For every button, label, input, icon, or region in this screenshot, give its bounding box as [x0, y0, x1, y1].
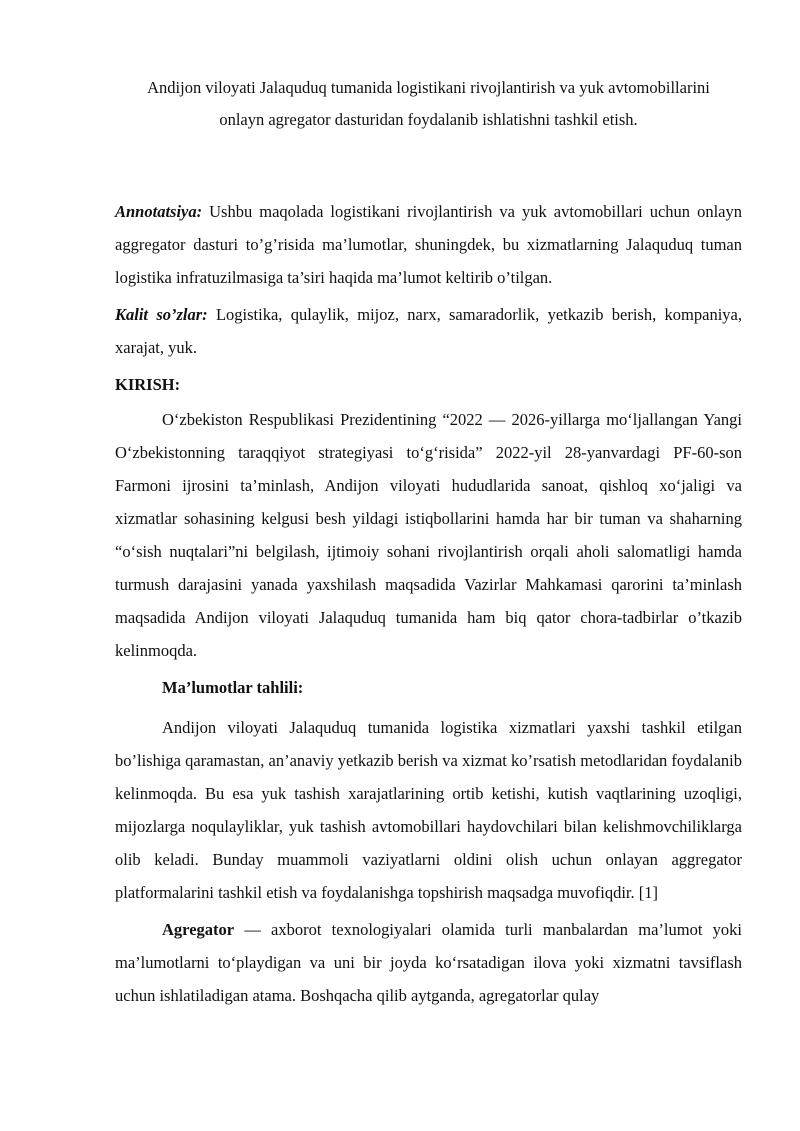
analysis-heading: Ma’lumotlar tahlili:: [162, 678, 304, 697]
annotation-paragraph: [115, 195, 742, 294]
document-title: Andijon viloyati Jalaquduq tumanida logistikani rivojlantirish va yuk avtomobillarini onlayn agregator dasturidan foydalanib ishlatishni tashkil etish.: [147, 78, 710, 129]
document-page: [115, 72, 742, 1016]
annotation-label: Annotatsiya:: [115, 202, 203, 221]
keywords-paragraph: [115, 298, 742, 364]
analysis-paragraph: Andijon viloyati Jalaquduq tumanida logistika xizmatlari yaxshi tashkil etilgan bo’lishiga qaramastan, an’anaviy yetkazib berish va xizmat ko’rsatish metodlaridan foydalanib kelinmoqda. Bu esa yuk tashish xarajatlarining ortib ketishi, kutish vaqtlarining uzoqligi, mijozlarga noqulayliklar, yuk tashish avtomobillari haydovchilari bilan kelishmovchiliklarga olib keladi. Bunday muammoli vaziyatlarni oldini olish uchun onlayan aggregator platformalarini tashkil etish va foydalanishga topshirish maqsadga muvofiqdir. [1]: [115, 718, 742, 902]
intro-heading: KIRISH:: [115, 375, 181, 394]
agregator-text: — axborot texnologiyalari olamida turli manbalardan ma’lumot yoki ma’lumotlarni to‘playdigan va uni bir joyda ko‘rsatadigan ilova yoki xizmatni tavsiflash uchun ishlatiladigan atama. Boshqacha qilib aytganda, agregatorlar qulay: [115, 920, 742, 1005]
keywords-label: Kalit so’zlar:: [115, 305, 208, 324]
intro-paragraph: O‘zbekiston Respublikasi Prezidentining “2022 — 2026-yillarga mo‘ljallangan Yangi O‘zbekistonning taraqqiyot strategiyasi to‘g‘risida” 2022-yil 28-yanvardagi PF-60-son Farmoni ijrosini ta’minlash, Andijon viloyati hududlarida sanoat, qishloq xo‘jaligi va xizmatlar sohasining kelgusi besh yildagi istiqbollarini hamda har bir tuman va shaharning “o‘sish nuqtalari”ni belgilash, ijtimoiy sohani rivojlantirish orqali aholi salomatligi hamda turmush darajasini yanada yaxshilash maqsadida Vazirlar Mahkamasi qarorini ta’minlash maqsadida Andijon viloyati Jalaquduq tumanida ham biq qator chora-tadbirlar o’tkazib kelinmoqda.: [115, 410, 742, 660]
annotation-text: Ushbu maqolada logistikani rivojlantirish va yuk avtomobillari uchun onlayn aggregator dasturi to’g’risida ma’lumotlar, shuningdek, bu xizmatlarning Jalaquduq tuman logistika infratuzilmasiga ta’siri haqida ma’lumot keltirib o’tilgan.: [115, 202, 742, 287]
keywords-text: Logistika, qulaylik, mijoz, narx, samaradorlik, yetkazib berish, kompaniya, xarajat, yuk.: [115, 305, 742, 357]
agregator-paragraph: [115, 913, 742, 1012]
agregator-term: Agregator: [162, 920, 235, 939]
